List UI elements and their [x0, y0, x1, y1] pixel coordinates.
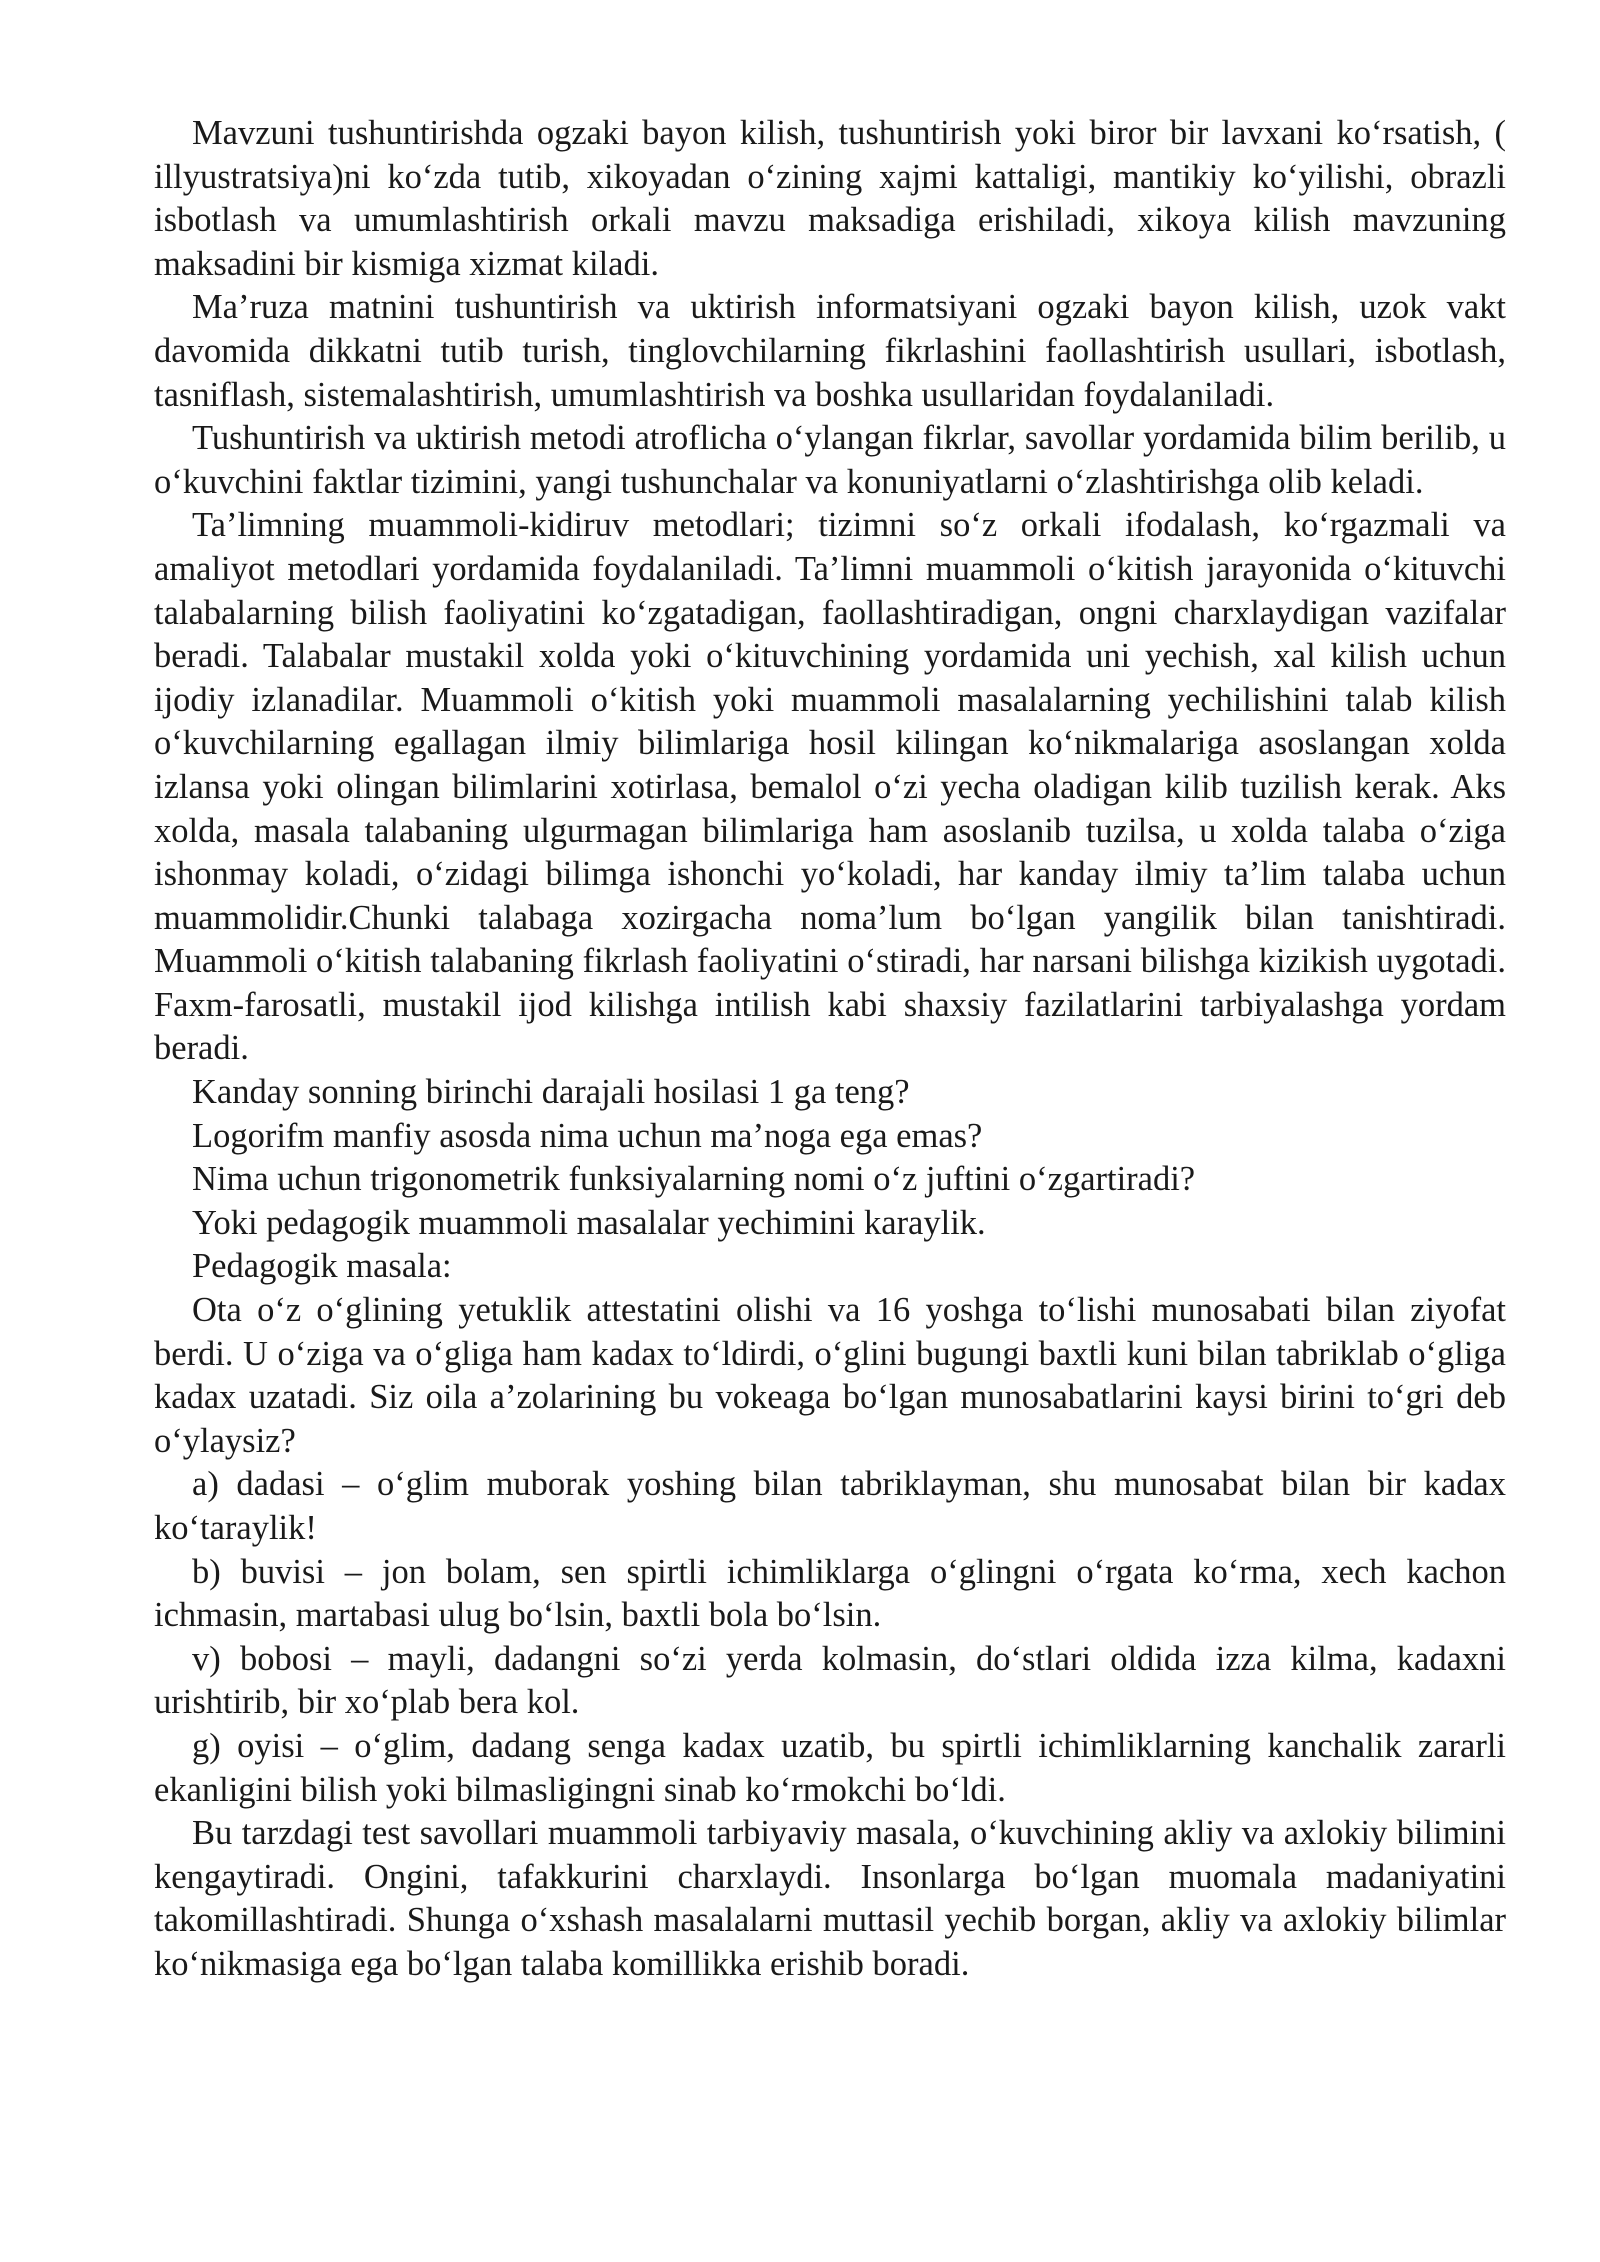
option-b: b) buvisi – jon bolam, sen spirtli ichimliklarga o‘glingni o‘rgata ko‘rma, xech kachon ichmasin, martabasi ulug bo‘lsin, baxtli bola bo‘lsin. — [154, 1552, 1506, 1635]
problem-heading: Pedagogik masala: — [192, 1247, 452, 1286]
option-a: a) dadasi – o‘glim muborak yoshing bilan tabriklayman, shu munosabat bilan bir kadax ko‘taraylik! — [154, 1465, 1506, 1547]
question-2: Logorifm manfiy asosda nima uchun ma’noga ega emas? — [192, 1116, 983, 1155]
question-3: Nima uchun trigonometrik funksiyalarning nomi o‘z juftini o‘zgartiradi? — [192, 1160, 1196, 1199]
paragraph-2: Ma’ruza matnini tushuntirish va uktirish informatsiyani ogzaki bayon kilish, uzok vakt davomida dikkatni tutib turish, tinglovchilarning fikrlashini faollashtirish usullari, isbotlash, tasniflash, sistemalashtirish, umumlashtirish va boshka usullaridan foydalaniladi. — [154, 288, 1506, 414]
document-page — [154, 112, 1506, 1987]
problem-text: Ota o‘z o‘glining yetuklik attestatini olishi va 16 yoshga to‘lishi munosabati bilan ziyofat berdi. U o‘ziga va o‘gliga ham kadax to‘ldirdi, o‘glini bugungi baxtli kuni bilan tabriklab o‘gliga kadax uzatadi. Siz oila a’zolarining bu vokeaga bo‘lgan munosabatlarini kaysi birini to‘gri deb o‘ylaysiz? — [154, 1291, 1506, 1460]
paragraph-intro-problems: Yoki pedagogik muammoli masalalar yechimini karaylik. — [192, 1203, 986, 1242]
paragraph-1: Mavzuni tushuntirishda ogzaki bayon kilish, tushuntirish yoki biror bir lavxani ko‘rsatish, ( illyustratsiya)ni ko‘zda tutib, xikoyadan o‘zining xajmi kattaligi, mantikiy ko‘yilishi, obrazli isbotlash va umumlashtirish orkali mavzu maksadiga erishiladi, xikoya kilish mavzuning maksadini bir kismiga xizmat kiladi. — [154, 114, 1506, 283]
option-g: g) oyisi – o‘glim, dadang senga kadax uzatib, bu spirtli ichimliklarning kanchalik zararli ekanligini bilish yoki bilmasligingni sinab ko‘rmokchi bo‘ldi. — [154, 1726, 1506, 1809]
paragraph-conclusion: Bu tarzdagi test savollari muammoli tarbiyaviy masala, o‘kuvchining akliy va axlokiy bilimini kengaytiradi. Ongini, tafakkurini charxlaydi. Insonlarga bo‘lgan muomala madaniyatini takomillashtiradi. Shunga o‘xshash masalalarni muttasil yechib borgan, akliy va axlokiy bilimlar ko‘nikmasiga ega bo‘lgan talaba komillikka erishib boradi. — [154, 1814, 1506, 1983]
question-1: Kanday sonning birinchi darajali hosilasi 1 ga teng? — [192, 1073, 910, 1112]
option-v: v) bobosi – mayli, dadangni so‘zi yerda kolmasin, do‘stlari oldida izza kilma, kadaxni urishtirib, bir xo‘plab bera kol. — [154, 1639, 1506, 1722]
paragraph-4: Ta’limning muammoli-kidiruv metodlari; tizimni so‘z orkali ifodalash, ko‘rgazmali va amaliyot metodlari yordamida foydalaniladi. Ta’limni muammoli o‘kitish jarayonida o‘kituvchi talabalarning bilish faoliyatini ko‘zgatadigan, faollashtiradigan, ongni charxlaydigan vazifalar beradi. Talabalar mustakil xolda yoki o‘kituvchining yordamida uni yechish, xal kilish uchun ijodiy izlanadilar. Muammoli o‘kitish yoki muammoli masalalarning yechilishini talab kilish o‘kuvchilarning egallagan ilmiy bilimlariga hosil kilingan ko‘nikmalariga asoslangan xolda izlansa yoki olingan bilimlarini xotirlasa, bemalol o‘zi yecha oladigan kilib tuzilish kerak. Aks xolda, masala talabaning ulgurmagan bilimlariga ham asoslanib tuzilsa, u xolda talaba o‘ziga ishonmay koladi, o‘zidagi bilimga ishonchi yo‘koladi, har kanday ilmiy ta’lim talaba uchun muammolidir.Chunki talabaga xozirgacha noma’lum bo‘lgan yangilik bilan tanishtiradi. Muammoli o‘kitish talabaning fikrlash faoliyatini o‘stiradi, har narsani bilishga kizikish uygotadi. Faxm-farosatli, mustakil ijod kilishga intilish kabi shaxsiy fazilatlarini tarbiyalashga yordam beradi. — [154, 506, 1506, 1068]
paragraph-3: Tushuntirish va uktirish metodi atroflicha o‘ylangan fikrlar, savollar yordamida bilim berilib, u o‘kuvchini faktlar tizimini, yangi tushunchalar va konuniyatlarni o‘zlashtirishga olib keladi. — [154, 419, 1506, 501]
